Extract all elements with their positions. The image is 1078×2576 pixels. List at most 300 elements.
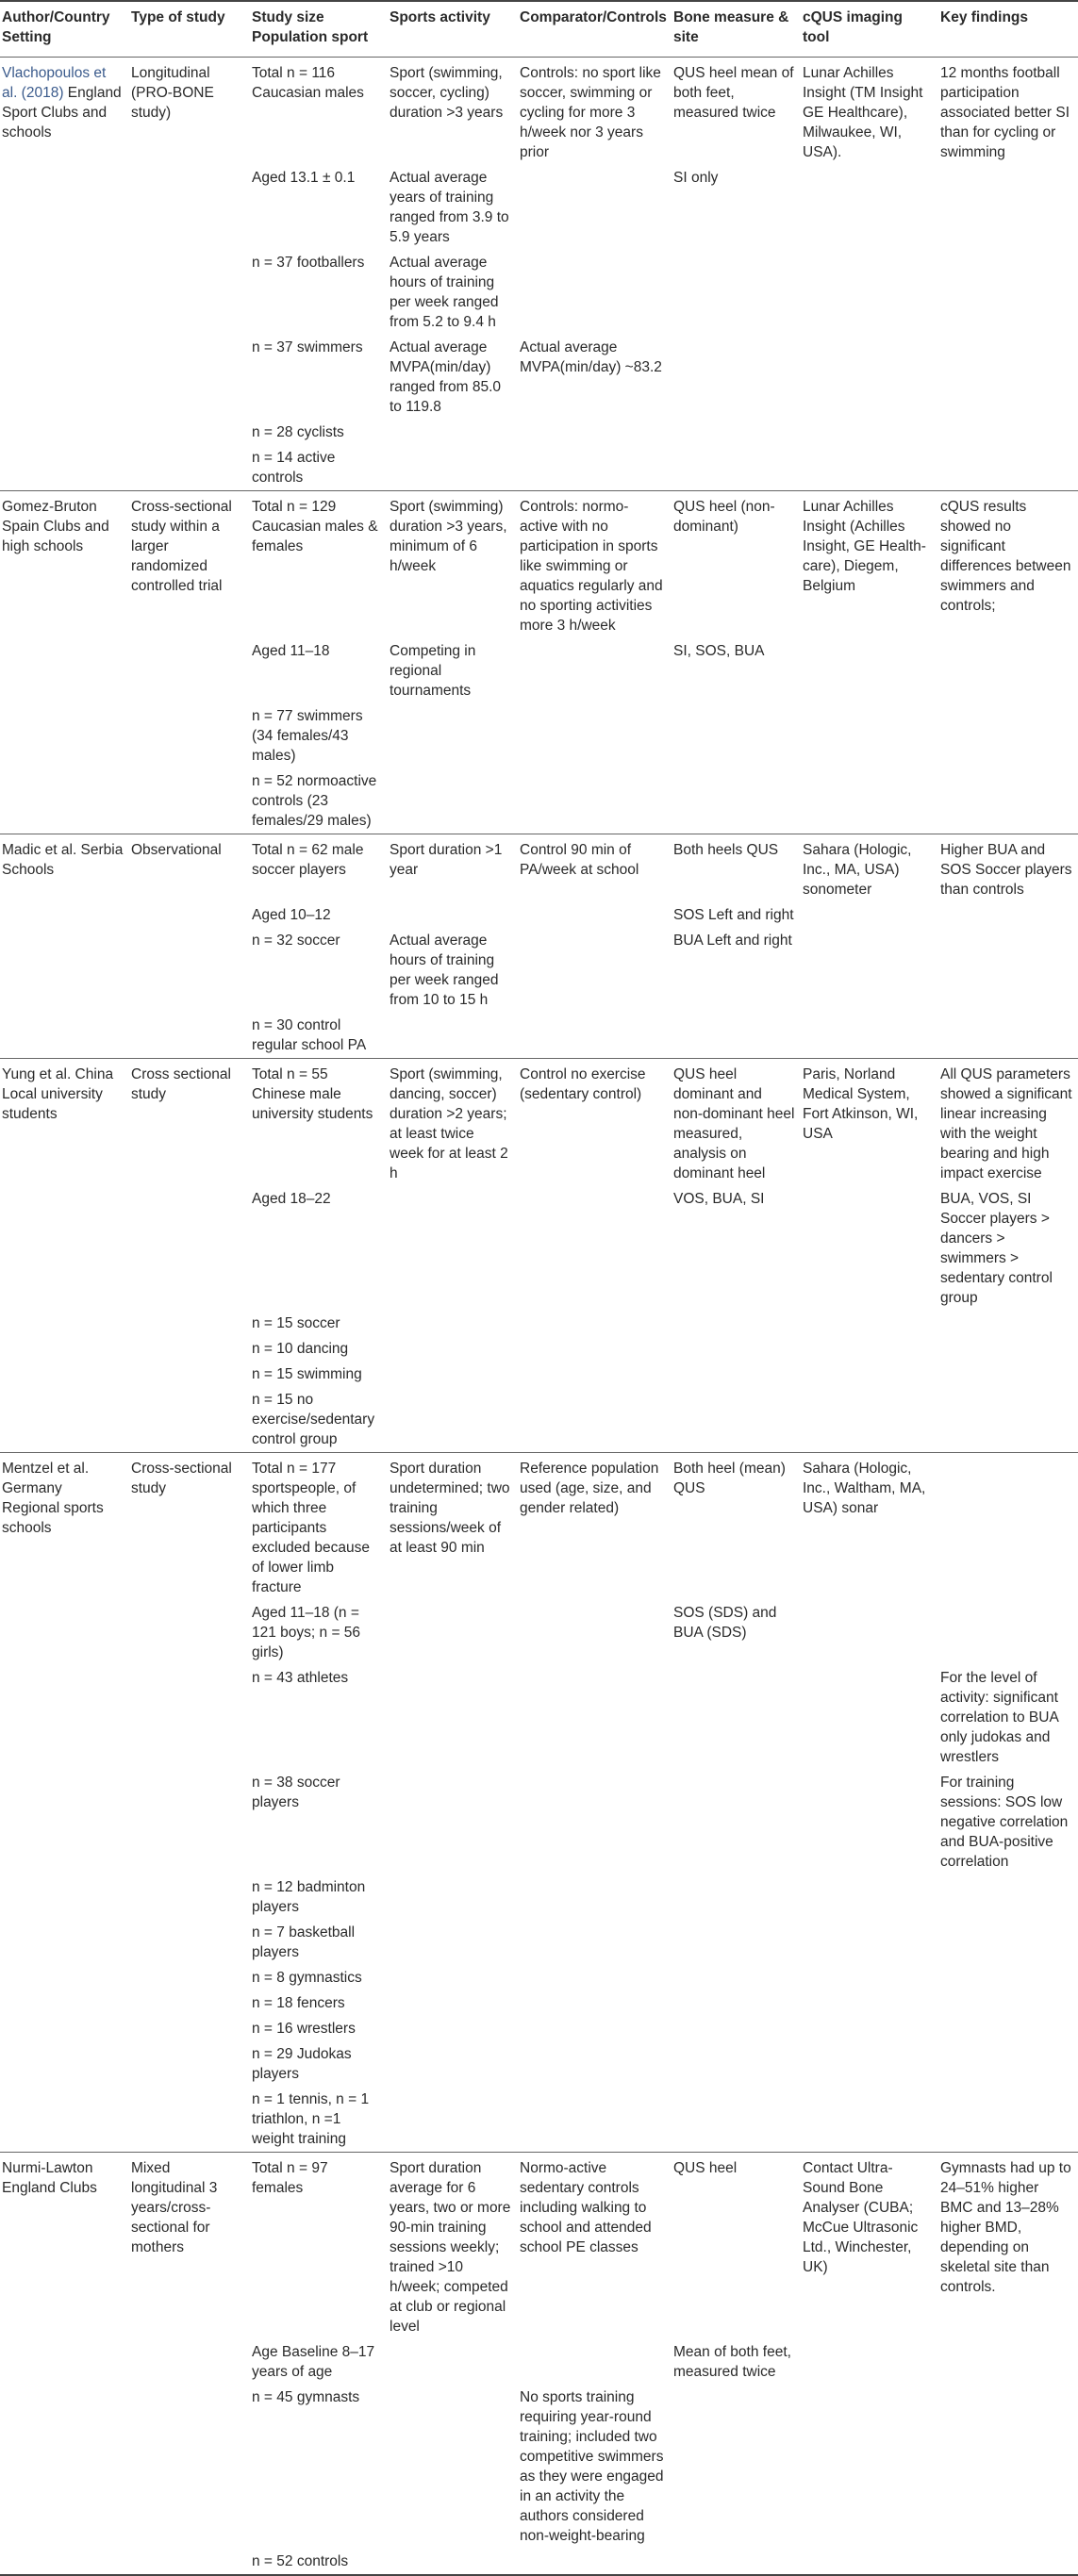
study-size-cell: n = 18 fencers bbox=[252, 1995, 345, 2011]
key-findings-cell bbox=[938, 1013, 1078, 1059]
study-size-cell: n = 45 gymnasts bbox=[252, 2389, 360, 2405]
imaging-tool-cell bbox=[801, 768, 938, 834]
study-type-cell bbox=[129, 1362, 250, 1387]
study-type-cell bbox=[129, 638, 250, 703]
study-type-cell: Cross sectional study bbox=[129, 1059, 250, 1187]
key-findings-cell bbox=[938, 703, 1078, 768]
key-findings-cell bbox=[938, 1311, 1078, 1336]
sports-activity-cell bbox=[388, 2016, 518, 2041]
bone-measure-cell bbox=[672, 1387, 801, 1453]
study-type-cell bbox=[129, 902, 250, 928]
comparator-cell bbox=[518, 250, 672, 335]
sports-activity-cell: Actual average years of training ranged from 3.9 to 5.9 years bbox=[390, 170, 509, 245]
comparator-cell bbox=[518, 1186, 672, 1311]
table-row bbox=[0, 1059, 1078, 1187]
sports-activity-cell: Sport duration >1 year bbox=[388, 834, 518, 903]
table-row bbox=[0, 1665, 1078, 1770]
key-findings-cell bbox=[938, 1874, 1078, 1920]
bone-measure-cell bbox=[672, 2549, 801, 2575]
comparator-cell bbox=[518, 902, 672, 928]
author-cell bbox=[0, 1965, 129, 1990]
imaging-tool-cell bbox=[801, 250, 938, 335]
author-setting: Gomez-Bruton Spain Clubs and high schools bbox=[2, 499, 109, 554]
imaging-tool-cell bbox=[801, 2385, 938, 2549]
study-size-cell: Age Baseline 8–17 years of age bbox=[252, 2344, 375, 2380]
table-row bbox=[0, 491, 1078, 639]
table-row bbox=[0, 1965, 1078, 1990]
key-findings-cell bbox=[938, 2549, 1078, 2575]
author-cell bbox=[0, 1665, 129, 1770]
header-author: Author/Country Setting bbox=[0, 1, 129, 58]
sports-activity-cell bbox=[388, 1965, 518, 1990]
study-type-cell bbox=[129, 928, 250, 1013]
key-findings-cell bbox=[938, 1990, 1078, 2016]
author-cell bbox=[0, 2153, 129, 2340]
bone-measure-cell bbox=[672, 2087, 801, 2153]
study-size-cell: n = 7 basketball players bbox=[252, 1924, 356, 1960]
imaging-tool-cell bbox=[801, 2016, 938, 2041]
table-row bbox=[0, 1186, 1078, 1311]
bone-measure-cell bbox=[672, 1362, 801, 1387]
study-type-cell bbox=[129, 1965, 250, 1990]
author-cell bbox=[0, 1362, 129, 1387]
comparator-cell: Reference population used (age, size, and gender related) bbox=[518, 1453, 672, 1601]
bone-measure-cell bbox=[672, 250, 801, 335]
table-row bbox=[0, 1362, 1078, 1387]
bone-measure-cell bbox=[672, 768, 801, 834]
table-row bbox=[0, 1920, 1078, 1965]
imaging-tool-cell bbox=[801, 1874, 938, 1920]
comparator-cell bbox=[518, 638, 672, 703]
imaging-tool-cell bbox=[801, 1336, 938, 1362]
key-findings-cell bbox=[938, 2087, 1078, 2153]
comparator-cell bbox=[518, 445, 672, 491]
sports-activity-cell bbox=[388, 1990, 518, 2016]
key-findings-cell bbox=[938, 250, 1078, 335]
author-cell bbox=[0, 928, 129, 1013]
study-type-cell bbox=[129, 768, 250, 834]
author-cell bbox=[0, 1013, 129, 1059]
comparator-cell: No sports training requiring year-round training; included two competitive swimmers as they were engaged in an activity the authors considered non-weight-bearing bbox=[520, 2389, 664, 2544]
imaging-tool-cell bbox=[801, 703, 938, 768]
study-size-cell: Aged 11–18 bbox=[252, 643, 330, 659]
comparator-cell bbox=[518, 703, 672, 768]
sports-activity-cell: Actual average MVPA(min/day) ranged from 85.0 to 119.8 bbox=[390, 339, 502, 415]
key-findings-cell bbox=[938, 2339, 1078, 2385]
table-row bbox=[0, 1387, 1078, 1453]
key-findings-cell: BUA, VOS, SI Soccer players > dancers > swimmers > sedentary control group bbox=[940, 1191, 1053, 1306]
header-sports-activity: Sports activity bbox=[388, 1, 518, 58]
study-size-cell: n = 30 control regular school PA bbox=[252, 1017, 367, 1053]
comparator-cell: Control 90 min of PA/week at school bbox=[518, 834, 672, 903]
study-size-cell: n = 14 active controls bbox=[252, 450, 336, 486]
study-type-cell bbox=[129, 1874, 250, 1920]
key-findings-cell bbox=[938, 165, 1078, 250]
table-row bbox=[0, 928, 1078, 1013]
comparator-cell bbox=[518, 1990, 672, 2016]
author-cell bbox=[0, 165, 129, 250]
author-cell bbox=[0, 491, 129, 639]
comparator-cell bbox=[518, 1600, 672, 1665]
author-cell bbox=[0, 2549, 129, 2575]
author-cell bbox=[0, 1874, 129, 1920]
sports-activity-cell bbox=[388, 1336, 518, 1362]
key-findings-cell bbox=[938, 928, 1078, 1013]
bone-measure-cell bbox=[672, 1336, 801, 1362]
table-row bbox=[0, 1013, 1078, 1059]
sports-activity-cell: Competing in regional tournaments bbox=[390, 643, 476, 699]
imaging-tool-cell bbox=[801, 1311, 938, 1336]
study-size-cell: n = 28 cyclists bbox=[252, 424, 344, 440]
study-size-cell: Aged 18–22 bbox=[252, 1191, 331, 1207]
comparator-cell: Normo-active sedentary controls including walking to school and attended school PE classes bbox=[518, 2153, 672, 2340]
author-cell bbox=[0, 2087, 129, 2153]
key-findings-cell bbox=[938, 1920, 1078, 1965]
study-type-cell bbox=[129, 250, 250, 335]
author-cell bbox=[0, 1770, 129, 1874]
key-findings-cell bbox=[938, 420, 1078, 445]
study-size-cell: n = 43 athletes bbox=[252, 1670, 349, 1686]
author-cell bbox=[0, 335, 129, 420]
sports-activity-cell bbox=[388, 1311, 518, 1336]
study-type-cell bbox=[129, 2339, 250, 2385]
comparator-cell: Actual average MVPA(min/day) ~83.2 bbox=[520, 339, 662, 375]
header-imaging-tool: cQUS imaging tool bbox=[801, 1, 938, 58]
author-cell bbox=[0, 2016, 129, 2041]
comparator-cell bbox=[518, 1965, 672, 1990]
sports-activity-cell bbox=[388, 1874, 518, 1920]
study-type-cell: Observational bbox=[129, 834, 250, 903]
study-type-cell bbox=[129, 1013, 250, 1059]
comparator-cell bbox=[518, 420, 672, 445]
table-row bbox=[0, 165, 1078, 250]
comparator-cell bbox=[518, 2016, 672, 2041]
table-row bbox=[0, 2549, 1078, 2575]
study-size-cell: Total n = 97 females bbox=[250, 2153, 388, 2340]
sports-activity-cell bbox=[388, 420, 518, 445]
bone-measure-cell: QUS heel dominant and non-dominant heel measured, analysis on dominant heel bbox=[672, 1059, 801, 1187]
bone-measure-cell: QUS heel mean of both feet, measured twice bbox=[672, 58, 801, 166]
comparator-cell bbox=[518, 1770, 672, 1874]
table-row bbox=[0, 902, 1078, 928]
bone-measure-cell: VOS, BUA, SI bbox=[673, 1191, 765, 1207]
bone-measure-cell: Mean of both feet, measured twice bbox=[673, 2344, 791, 2380]
imaging-tool-cell bbox=[801, 1186, 938, 1311]
study-size-cell: n = 15 swimming bbox=[252, 1366, 362, 1382]
author-cell bbox=[0, 1600, 129, 1665]
header-comparator: Comparator/Controls bbox=[518, 1, 672, 58]
key-findings-cell: For training sessions: SOS low negative correlation and BUA-positive correlation bbox=[940, 1775, 1069, 1870]
bone-measure-cell bbox=[672, 445, 801, 491]
bone-measure-cell: Both heels QUS bbox=[672, 834, 801, 903]
bone-measure-cell: QUS heel bbox=[672, 2153, 801, 2340]
header-key-findings: Key findings bbox=[938, 1, 1078, 58]
author-cell bbox=[0, 768, 129, 834]
study-size-cell: n = 29 Judokas players bbox=[252, 2046, 352, 2082]
table-row bbox=[0, 768, 1078, 834]
study-size-cell: n = 77 swimmers (34 females/43 males) bbox=[252, 708, 363, 764]
key-findings-cell bbox=[938, 445, 1078, 491]
study-type-cell bbox=[129, 1990, 250, 2016]
imaging-tool-cell bbox=[801, 420, 938, 445]
table-row bbox=[0, 58, 1078, 166]
author-cell bbox=[0, 1453, 129, 1601]
author-cell bbox=[0, 1990, 129, 2016]
key-findings-cell bbox=[938, 768, 1078, 834]
author-cell bbox=[0, 420, 129, 445]
study-size-cell: Total n = 55 Chinese male university students bbox=[250, 1059, 388, 1187]
study-type-cell bbox=[129, 2549, 250, 2575]
bone-measure-cell bbox=[672, 1770, 801, 1874]
imaging-tool-cell bbox=[801, 2087, 938, 2153]
sports-activity-cell bbox=[388, 2339, 518, 2385]
comparator-cell bbox=[518, 2339, 672, 2385]
table-row bbox=[0, 2016, 1078, 2041]
author-setting: England Sport Clubs and schools bbox=[2, 85, 122, 140]
sports-activity-cell bbox=[388, 1600, 518, 1665]
study-type-cell bbox=[129, 1186, 250, 1311]
key-findings-cell bbox=[938, 1965, 1078, 1990]
imaging-tool-cell bbox=[801, 638, 938, 703]
table-row bbox=[0, 420, 1078, 445]
study-size-cell: n = 8 gymnastics bbox=[252, 1970, 362, 1986]
study-type-cell bbox=[129, 1920, 250, 1965]
bone-measure-cell bbox=[672, 420, 801, 445]
imaging-tool-cell bbox=[801, 1362, 938, 1387]
study-type-cell: Mixed longitudinal 3 years/cross-sectional for mothers bbox=[129, 2153, 250, 2340]
author-cell bbox=[0, 58, 129, 166]
table-row bbox=[0, 1311, 1078, 1336]
imaging-tool-cell bbox=[801, 1920, 938, 1965]
study-type-cell bbox=[129, 1336, 250, 1362]
author-cell bbox=[0, 834, 129, 903]
imaging-tool-cell: Lunar Achilles Insight (Achilles Insight, GE Health-care), Diegem, Belgium bbox=[801, 491, 938, 639]
key-findings-cell bbox=[938, 335, 1078, 420]
bone-measure-cell: BUA Left and right bbox=[673, 933, 792, 949]
sports-activity-cell bbox=[388, 703, 518, 768]
key-findings-cell: All QUS parameters showed a significant linear increasing with the weight bearing and high impact exercise bbox=[938, 1059, 1078, 1187]
study-size-cell: Aged 11–18 (n = 121 boys; n = 56 girls) bbox=[252, 1605, 361, 1660]
bone-measure-cell: SI, SOS, BUA bbox=[673, 643, 765, 659]
bone-measure-cell bbox=[672, 1965, 801, 1990]
header-study-size: Study size Population sport bbox=[250, 1, 388, 58]
sports-activity-cell bbox=[388, 768, 518, 834]
author-cell bbox=[0, 1186, 129, 1311]
sports-activity-cell bbox=[388, 1186, 518, 1311]
study-size-cell: n = 52 normoactive controls (23 females/29 males) bbox=[252, 773, 377, 829]
table-row bbox=[0, 335, 1078, 420]
imaging-tool-cell bbox=[801, 1387, 938, 1453]
sports-activity-cell bbox=[388, 445, 518, 491]
sports-activity-cell: Sport (swimming, dancing, soccer) duration >2 years; at least twice week for at least 2 h bbox=[388, 1059, 518, 1187]
imaging-tool-cell bbox=[801, 165, 938, 250]
table-row bbox=[0, 703, 1078, 768]
table-row bbox=[0, 2153, 1078, 2340]
bone-measure-cell bbox=[672, 2385, 801, 2549]
author-setting: Mentzel et al. Germany Regional sports schools bbox=[2, 1461, 104, 1536]
study-size-cell: Aged 13.1 ± 0.1 bbox=[252, 170, 356, 186]
sports-activity-cell: Actual average hours of training per week ranged from 10 to 15 h bbox=[390, 933, 499, 1008]
comparator-cell bbox=[518, 1665, 672, 1770]
key-findings-cell bbox=[938, 1362, 1078, 1387]
author-cell bbox=[0, 1311, 129, 1336]
key-findings-cell bbox=[938, 902, 1078, 928]
study-size-cell: Total n = 62 male soccer players bbox=[250, 834, 388, 903]
imaging-tool-cell bbox=[801, 1965, 938, 1990]
bone-measure-cell bbox=[672, 2016, 801, 2041]
author-cell bbox=[0, 703, 129, 768]
study-type-cell bbox=[129, 2041, 250, 2087]
table-row bbox=[0, 1336, 1078, 1362]
study-size-cell: n = 15 no exercise/sedentary control group bbox=[252, 1392, 375, 1447]
sports-activity-cell: Sport (swimming) duration >3 years, minimum of 6 h/week bbox=[388, 491, 518, 639]
sports-activity-cell bbox=[388, 2549, 518, 2575]
imaging-tool-cell bbox=[801, 1013, 938, 1059]
study-type-cell: Cross-sectional study within a larger randomized controlled trial bbox=[129, 491, 250, 639]
author-cell bbox=[0, 902, 129, 928]
comparator-cell bbox=[518, 2087, 672, 2153]
key-findings-cell bbox=[938, 1453, 1078, 1601]
table-body bbox=[0, 58, 1078, 2576]
bone-measure-cell bbox=[672, 1990, 801, 2016]
imaging-tool-cell bbox=[801, 335, 938, 420]
bone-measure-cell bbox=[672, 1874, 801, 1920]
imaging-tool-cell bbox=[801, 2339, 938, 2385]
author-cell bbox=[0, 2339, 129, 2385]
key-findings-cell bbox=[938, 2041, 1078, 2087]
comparator-cell bbox=[518, 1362, 672, 1387]
header-row bbox=[0, 1, 1078, 58]
sports-activity-cell: Sport duration average for 6 years, two or more 90-min training sessions weekly; trained >10 h/week; competed at club or regional level bbox=[388, 2153, 518, 2340]
imaging-tool-cell bbox=[801, 2041, 938, 2087]
comparator-cell bbox=[518, 1874, 672, 1920]
imaging-tool-cell bbox=[801, 445, 938, 491]
table-row bbox=[0, 1600, 1078, 1665]
sports-activity-cell: Actual average hours of training per week ranged from 5.2 to 9.4 h bbox=[390, 255, 499, 330]
table-row bbox=[0, 1874, 1078, 1920]
study-type-cell bbox=[129, 2016, 250, 2041]
study-size-cell: n = 1 tennis, n = 1 triathlon, n =1 weight training bbox=[252, 2091, 370, 2147]
table-row bbox=[0, 2385, 1078, 2549]
sports-activity-cell bbox=[388, 1387, 518, 1453]
imaging-tool-cell bbox=[801, 928, 938, 1013]
key-findings-cell bbox=[938, 2385, 1078, 2549]
key-findings-cell bbox=[938, 638, 1078, 703]
study-type-cell bbox=[129, 1665, 250, 1770]
study-type-cell bbox=[129, 420, 250, 445]
key-findings-cell: For the level of activity: significant correlation to BUA only judokas and wrestlers bbox=[940, 1670, 1058, 1765]
key-findings-cell: cQUS results showed no significant differences between swimmers and controls; bbox=[938, 491, 1078, 639]
author-cell bbox=[0, 1920, 129, 1965]
comparator-cell bbox=[518, 2549, 672, 2575]
table-row bbox=[0, 250, 1078, 335]
study-size-cell: n = 15 soccer bbox=[252, 1315, 340, 1331]
study-type-cell bbox=[129, 335, 250, 420]
table-row bbox=[0, 445, 1078, 491]
author-cell bbox=[0, 2385, 129, 2549]
study-type-cell bbox=[129, 445, 250, 491]
author-cell bbox=[0, 2041, 129, 2087]
bone-measure-cell: Both heel (mean) QUS bbox=[672, 1453, 801, 1601]
table-row bbox=[0, 2087, 1078, 2153]
comparator-cell bbox=[518, 2041, 672, 2087]
study-type-cell bbox=[129, 2385, 250, 2549]
study-size-cell: n = 37 footballers bbox=[252, 255, 365, 271]
imaging-tool-cell: Sahara (Hologic, Inc., Waltham, MA, USA) sonar bbox=[801, 1453, 938, 1601]
comparator-cell: Control no exercise (sedentary control) bbox=[518, 1059, 672, 1187]
study-type-cell bbox=[129, 1387, 250, 1453]
study-size-cell: n = 37 swimmers bbox=[252, 339, 363, 355]
sports-activity-cell bbox=[388, 2087, 518, 2153]
study-size-cell: n = 32 soccer bbox=[252, 933, 340, 949]
study-size-cell: n = 12 badminton players bbox=[252, 1879, 366, 1915]
bone-measure-cell: SOS Left and right bbox=[673, 907, 794, 923]
header-bone-measure: Bone measure & site bbox=[672, 1, 801, 58]
author-setting: Madic et al. Serbia Schools bbox=[2, 842, 124, 878]
comparator-cell: Controls: no sport like soccer, swimming or cycling for more 3 h/week nor 3 years prior bbox=[518, 58, 672, 166]
study-type-cell bbox=[129, 2087, 250, 2153]
bone-measure-cell bbox=[672, 1920, 801, 1965]
bone-measure-cell bbox=[672, 1311, 801, 1336]
bone-measure-cell bbox=[672, 335, 801, 420]
sports-activity-cell bbox=[388, 2385, 518, 2549]
author-cell bbox=[0, 1387, 129, 1453]
study-size-cell: Aged 10–12 bbox=[252, 907, 331, 923]
comparator-cell bbox=[518, 1013, 672, 1059]
sports-activity-cell bbox=[388, 1665, 518, 1770]
citation-link[interactable]: Vlachopoulos et al. (2018) bbox=[2, 65, 107, 101]
sports-activity-cell: Sport duration undetermined; two training sessions/week of at least 90 min bbox=[388, 1453, 518, 1601]
key-findings-cell bbox=[938, 1387, 1078, 1453]
key-findings-cell bbox=[938, 2016, 1078, 2041]
imaging-tool-cell: Sahara (Hologic, Inc., MA, USA) sonometer bbox=[801, 834, 938, 903]
table-row bbox=[0, 2041, 1078, 2087]
comparator-cell bbox=[518, 165, 672, 250]
table-header bbox=[0, 1, 1078, 58]
imaging-tool-cell bbox=[801, 1665, 938, 1770]
author-setting: Nurmi-Lawton England Clubs bbox=[2, 2160, 97, 2196]
comparator-cell bbox=[518, 928, 672, 1013]
imaging-tool-cell bbox=[801, 2549, 938, 2575]
author-cell bbox=[0, 1059, 129, 1187]
comparator-cell bbox=[518, 1336, 672, 1362]
study-type-cell: Cross-sectional study bbox=[129, 1453, 250, 1601]
study-type-cell bbox=[129, 165, 250, 250]
imaging-tool-cell bbox=[801, 1990, 938, 2016]
study-size-cell: n = 10 dancing bbox=[252, 1341, 349, 1357]
study-type-cell bbox=[129, 703, 250, 768]
sports-activity-cell bbox=[388, 1362, 518, 1387]
key-findings-cell bbox=[938, 1336, 1078, 1362]
imaging-tool-cell bbox=[801, 902, 938, 928]
comparator-cell bbox=[518, 1920, 672, 1965]
sports-activity-cell: Sport (swimming, soccer, cycling) duration >3 years bbox=[388, 58, 518, 166]
author-cell bbox=[0, 250, 129, 335]
header-type: Type of study bbox=[129, 1, 250, 58]
sports-activity-cell bbox=[388, 902, 518, 928]
imaging-tool-cell: Contact Ultra-Sound Bone Analyser (CUBA; McCue Ultrasonic Ltd., Winchester, UK) bbox=[801, 2153, 938, 2340]
bone-measure-cell bbox=[672, 1665, 801, 1770]
key-findings-cell: 12 months football participation associated better SI than for cycling or swimming bbox=[938, 58, 1078, 166]
table-row bbox=[0, 1453, 1078, 1601]
comparator-cell bbox=[518, 768, 672, 834]
study-size-cell: n = 16 wrestlers bbox=[252, 2021, 356, 2037]
key-findings-cell: Higher BUA and SOS Soccer players than controls bbox=[938, 834, 1078, 903]
imaging-tool-cell: Paris, Norland Medical System, Fort Atkinson, WI, USA bbox=[801, 1059, 938, 1187]
study-size-cell: Total n = 177 sportspeople, of which three participants excluded because of lower limb fracture bbox=[250, 1453, 388, 1601]
study-size-cell: n = 52 controls bbox=[250, 2549, 388, 2575]
table-row bbox=[0, 1990, 1078, 2016]
